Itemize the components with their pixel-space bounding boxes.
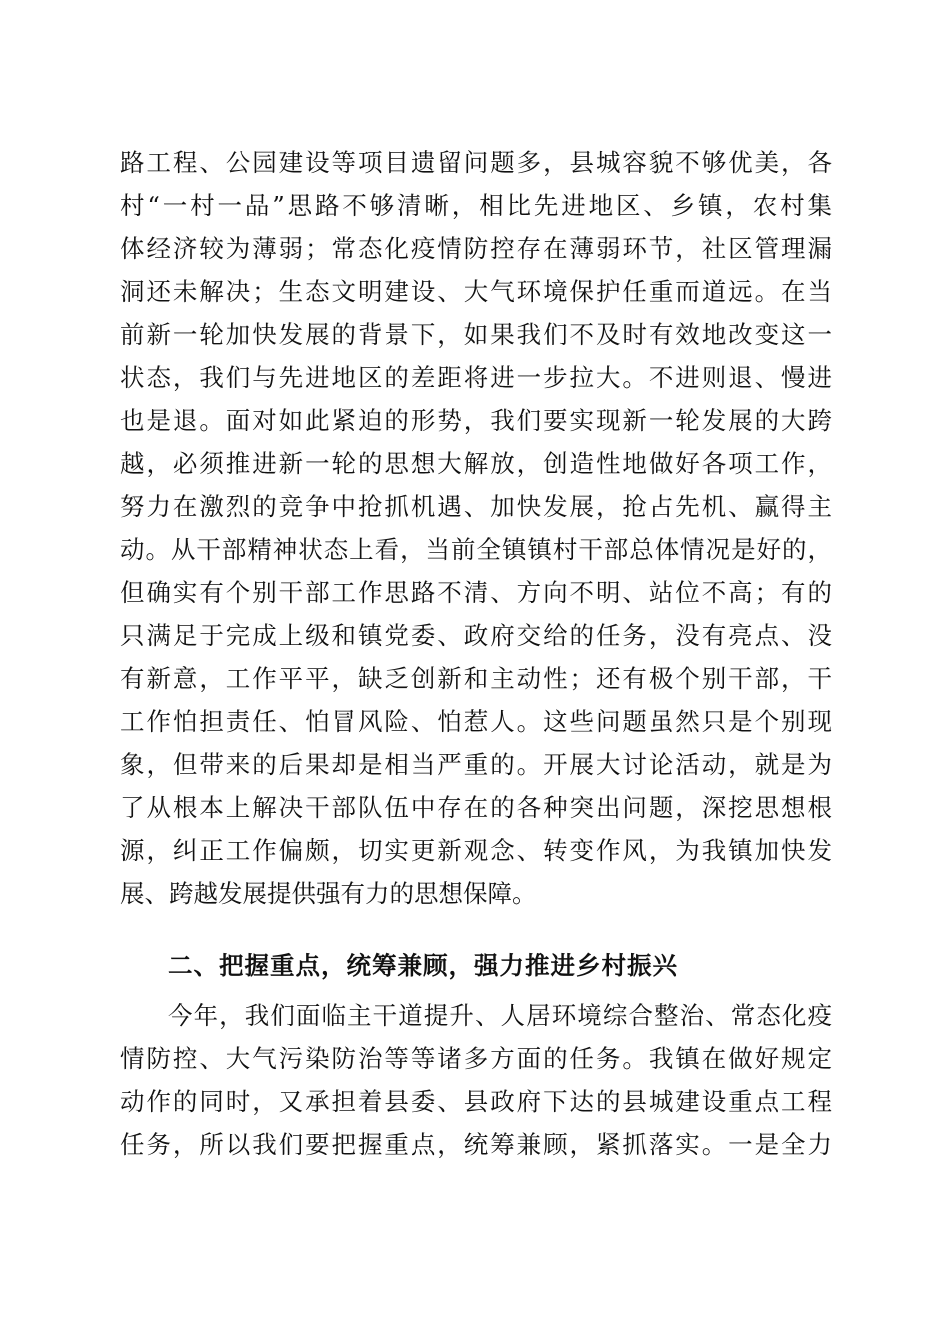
paragraph-1-line-5: 前新一轮加快发展的背景下，如果我们不及时有效地改变这一 (120, 320, 832, 349)
paragraph-1-line-2: 村“一村一品”思路不够清晰，相比先进地区、乡镇，农村集 (120, 191, 832, 220)
paragraph-1-line-13: 有新意，工作平平，缺乏创新和主动性；还有极个别干部，干 (120, 664, 832, 693)
paragraph-1-line-14: 工作怕担责任、怕冒风险、怕惹人。这些问题虽然只是个别现 (120, 707, 832, 736)
paragraph-1-line-17: 源，纠正工作偏颇，切实更新观念、转变作风，为我镇加快发 (120, 836, 832, 865)
paragraph-1-line-12: 只满足于完成上级和镇党委、政府交给的任务，没有亮点、没 (120, 621, 832, 650)
paragraph-1-line-15: 象，但带来的后果却是相当严重的。开展大讨论活动，就是为 (120, 750, 832, 779)
paragraph-1-line-8: 越，必须推进新一轮的思想大解放，创造性地做好各项工作， (120, 449, 832, 478)
paragraph-2-line-4: 任务，所以我们要把握重点，统筹兼顾，紧抓落实。一是全力 (120, 1130, 832, 1159)
paragraph-1-line-9: 努力在激烈的竞争中抢抓机遇、加快发展，抢占先机、赢得主 (120, 492, 832, 521)
paragraph-1-line-11: 但确实有个别干部工作思路不清、方向不明、站位不高；有的 (120, 578, 832, 607)
paragraph-1-line-6: 状态，我们与先进地区的差距将进一步拉大。不进则退、慢进 (120, 363, 832, 392)
paragraph-1-line-18: 展、跨越发展提供强有力的思想保障。 (120, 879, 537, 908)
paragraph-2-line-2: 情防控、大气污染防治等等诸多方面的任务。我镇在做好规定 (120, 1044, 832, 1073)
paragraph-2-line-1: 今年，我们面临主干道提升、人居环境综合整治、常态化疫 (168, 1001, 832, 1030)
paragraph-1-line-1: 路工程、公园建设等项目遗留问题多，县城容貌不够优美，各 (120, 148, 832, 177)
paragraph-1-line-10: 动。从干部精神状态上看，当前全镇镇村干部总体情况是好的， (120, 535, 832, 564)
paragraph-1-line-3: 体经济较为薄弱；常态化疫情防控存在薄弱环节，社区管理漏 (120, 234, 832, 263)
paragraph-2-line-3: 动作的同时，又承担着县委、县政府下达的县城建设重点工程 (120, 1087, 832, 1116)
paragraph-1-line-4: 洞还未解决；生态文明建设、大气环境保护任重而道远。在当 (120, 277, 832, 306)
section-heading-2: 二、把握重点，统筹兼顾，强力推进乡村振兴 (168, 951, 678, 980)
paragraph-1-line-7: 也是退。面对如此紧迫的形势，我们要实现新一轮发展的大跨 (120, 406, 832, 435)
paragraph-1-line-16: 了从根本上解决干部队伍中存在的各种突出问题，深挖思想根 (120, 793, 832, 822)
